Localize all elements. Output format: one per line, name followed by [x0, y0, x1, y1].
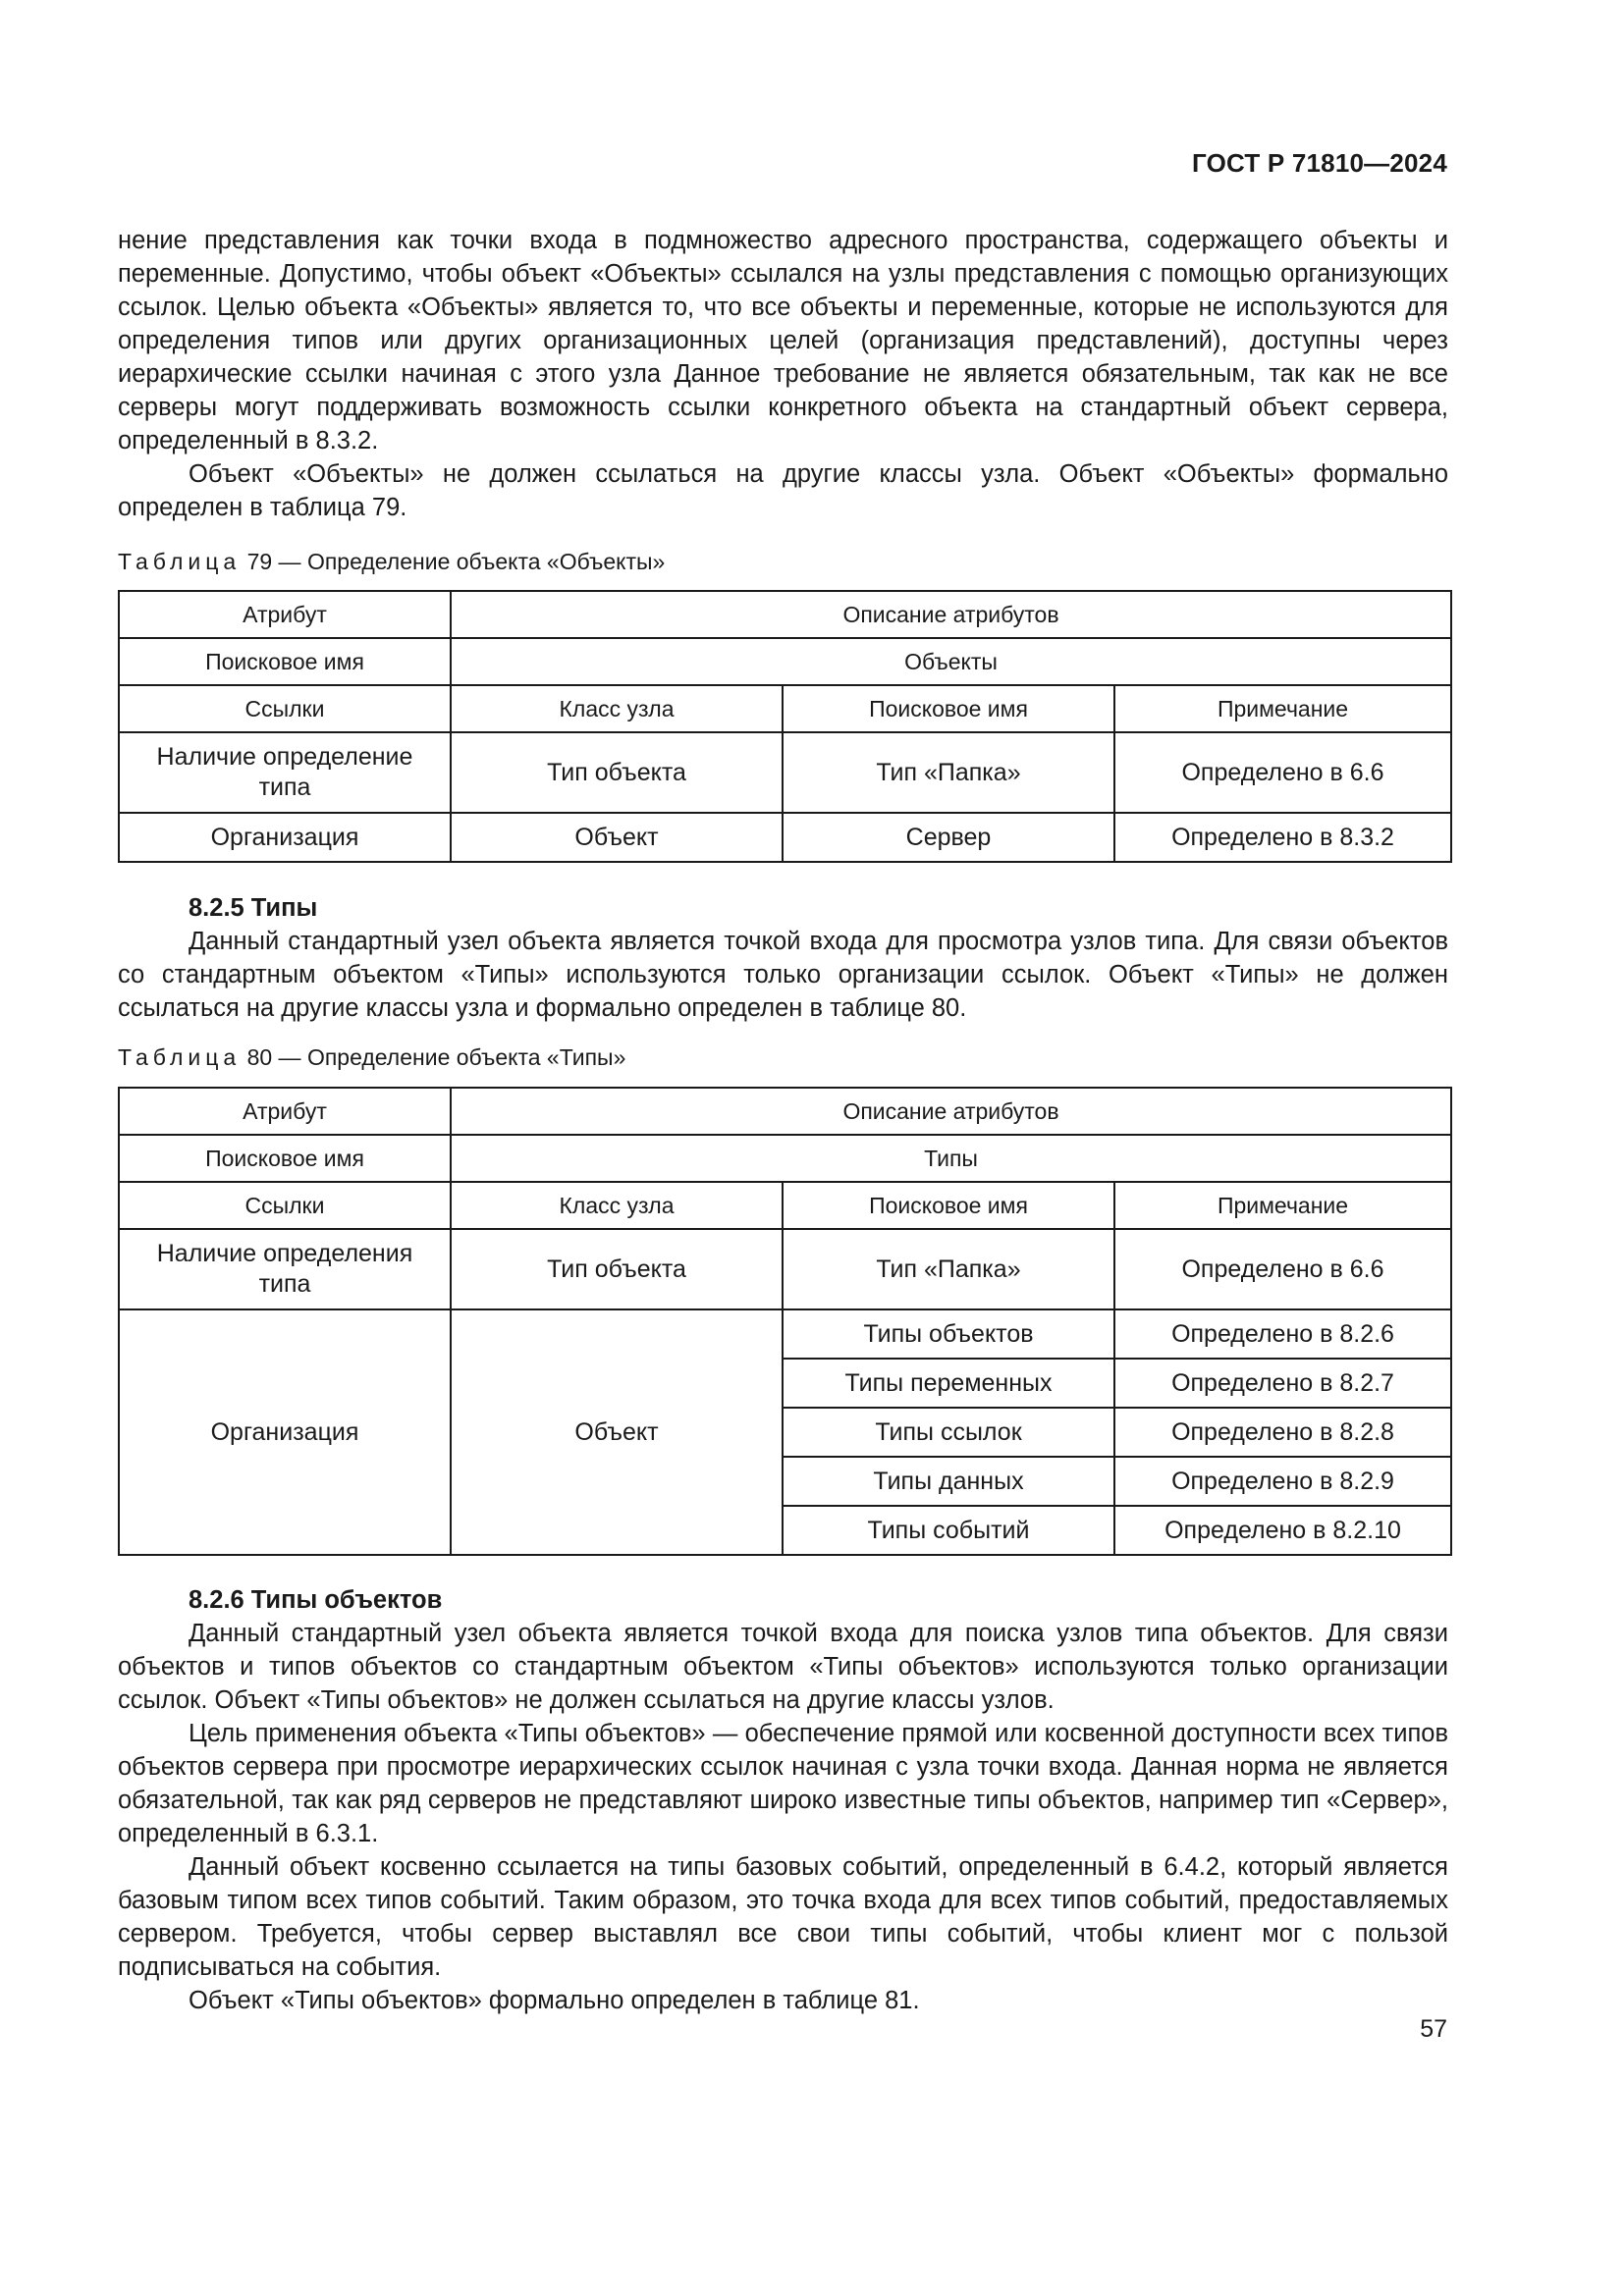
table-cell: Определено в 6.6 — [1114, 732, 1451, 813]
table-cell: Типы событий — [783, 1506, 1114, 1555]
section-8-2-5 — [118, 891, 1448, 1025]
table-cell: Объект — [451, 813, 783, 862]
table-cell: Объекты — [451, 638, 1451, 685]
section-heading: 8.2.5 Типы — [189, 894, 318, 922]
table-row — [119, 638, 1451, 685]
page-number: 57 — [1420, 2015, 1447, 2043]
table-cell: Тип объекта — [451, 1229, 783, 1309]
table-cell: Типы — [451, 1135, 1451, 1182]
paragraph: Данный объект косвенно ссылается на типы базовых событий, определенный в 6.4.2, который является базовым типом всех типов событий. Таким образом, это точка входа для всех типов событий, предоставляемых сервером. Требуется, чтобы сервер выставлял все свои типы событий, чтобы клиент мог с пользой подписываться на события. — [118, 1853, 1448, 1981]
caption-text: 79 — Определение объекта «Объекты» — [241, 549, 666, 574]
table-row — [119, 685, 1451, 732]
table-cell: Поисковое имя — [119, 1135, 451, 1182]
paragraph: Данный стандартный узел объекта является точкой входа для просмотра узлов типа. Для связи объектов со стандартным объектом «Типы» используются только организации ссылок. Объект «Типы» не должен ссылаться на другие классы узла и формально определен в таблице 80. — [118, 928, 1448, 1022]
table-cell: Атрибут — [119, 591, 451, 638]
paragraph: Цель применения объекта «Типы объектов» — обеспечение прямой или косвенной доступности всех типов объектов сервера при просмотре иерархических ссылок начиная с узла точки входа. Данная норма не является обязательной, так как ряд серверов не представляют широко известные типы объектов, например тип «Сервер», определенный в 6.3.1. — [118, 1720, 1448, 1847]
table-cell: Наличие определения типа — [119, 1229, 451, 1309]
standard-code: ГОСТ Р 71810—2024 — [1192, 148, 1447, 178]
paragraph: Данный стандартный узел объекта является точкой входа для поиска узлов типа объектов. Для связи объектов и типов объектов со стандартным объектом «Типы объектов» используются только организации ссылок. Объект «Типы объектов» не должен ссылаться на другие классы узлов. — [118, 1620, 1448, 1714]
caption-text: 80 — Определение объекта «Типы» — [241, 1044, 626, 1070]
intro-text — [118, 224, 1448, 524]
caption-word: Таблица — [118, 1044, 242, 1070]
table-cell: Тип объекта — [451, 732, 783, 813]
table-cell: Ссылки — [119, 1182, 451, 1229]
table-row — [119, 1309, 1451, 1359]
table-80 — [118, 1087, 1452, 1556]
table-row — [119, 1135, 1451, 1182]
table-cell: Определено в 8.2.9 — [1114, 1457, 1451, 1506]
table-cell: Определено в 8.3.2 — [1114, 813, 1451, 862]
table-cell: Организация — [119, 1309, 451, 1555]
table-cell: Поисковое имя — [119, 638, 451, 685]
table-cell: Определено в 8.2.6 — [1114, 1309, 1451, 1359]
table-cell: Поисковое имя — [783, 1182, 1114, 1229]
table-79 — [118, 590, 1452, 863]
table-cell: Класс узла — [451, 1182, 783, 1229]
table-row — [119, 591, 1451, 638]
table-cell: Примечание — [1114, 1182, 1451, 1229]
table-cell: Определено в 8.2.8 — [1114, 1408, 1451, 1457]
table-cell: Определено в 6.6 — [1114, 1229, 1451, 1309]
table-cell: Типы данных — [783, 1457, 1114, 1506]
table-cell: Определено в 8.2.7 — [1114, 1359, 1451, 1408]
table-cell: Описание атрибутов — [451, 1088, 1451, 1135]
table-cell: Ссылки — [119, 685, 451, 732]
table-row — [119, 732, 1451, 813]
table-cell: Определено в 8.2.10 — [1114, 1506, 1451, 1555]
table-cell: Сервер — [783, 813, 1114, 862]
section-heading: 8.2.6 Типы объектов — [189, 1586, 443, 1614]
table-cell: Класс узла — [451, 685, 783, 732]
table-cell: Поисковое имя — [783, 685, 1114, 732]
table-cell: Типы ссылок — [783, 1408, 1114, 1457]
table-row — [119, 1229, 1451, 1309]
table-79-caption — [118, 547, 665, 576]
table-80-caption — [118, 1042, 625, 1072]
table-cell: Примечание — [1114, 685, 1451, 732]
table-cell: Атрибут — [119, 1088, 451, 1135]
table-cell: Тип «Папка» — [783, 732, 1114, 813]
table-row — [119, 813, 1451, 862]
paragraph: Объект «Объекты» не должен ссылаться на другие классы узла. Объект «Объекты» формально определен в таблица 79. — [118, 460, 1448, 521]
table-cell: Организация — [119, 813, 451, 862]
table-cell: Типы переменных — [783, 1359, 1114, 1408]
caption-word: Таблица — [118, 549, 242, 574]
table-row — [119, 1182, 1451, 1229]
table-cell: Наличие определение типа — [119, 732, 451, 813]
table-cell: Тип «Папка» — [783, 1229, 1114, 1309]
table-cell: Типы объектов — [783, 1309, 1114, 1359]
section-8-2-6 — [118, 1583, 1448, 2017]
table-cell: Объект — [451, 1309, 783, 1555]
paragraph: нение представления как точки входа в подмножество адресного пространства, содержащего объекты и переменные. Допустимо, чтобы объект «Объекты» ссылался на узлы представления с помощью организующих ссылок. Целью объекта «Объекты» является то, что все объекты и переменные, которые не используются для определения типов или других организационных целей (организация представлений), доступны через иерархические ссылки начиная с этого узла Данное требование не является обязательным, так как не все серверы могут поддерживать возможность ссылки конкретного объекта на стандартный объект сервера, определенный в 8.3.2. — [118, 227, 1448, 454]
paragraph: Объект «Типы объектов» формально определен в таблице 81. — [189, 1987, 920, 2014]
table-row — [119, 1088, 1451, 1135]
table-cell: Описание атрибутов — [451, 591, 1451, 638]
